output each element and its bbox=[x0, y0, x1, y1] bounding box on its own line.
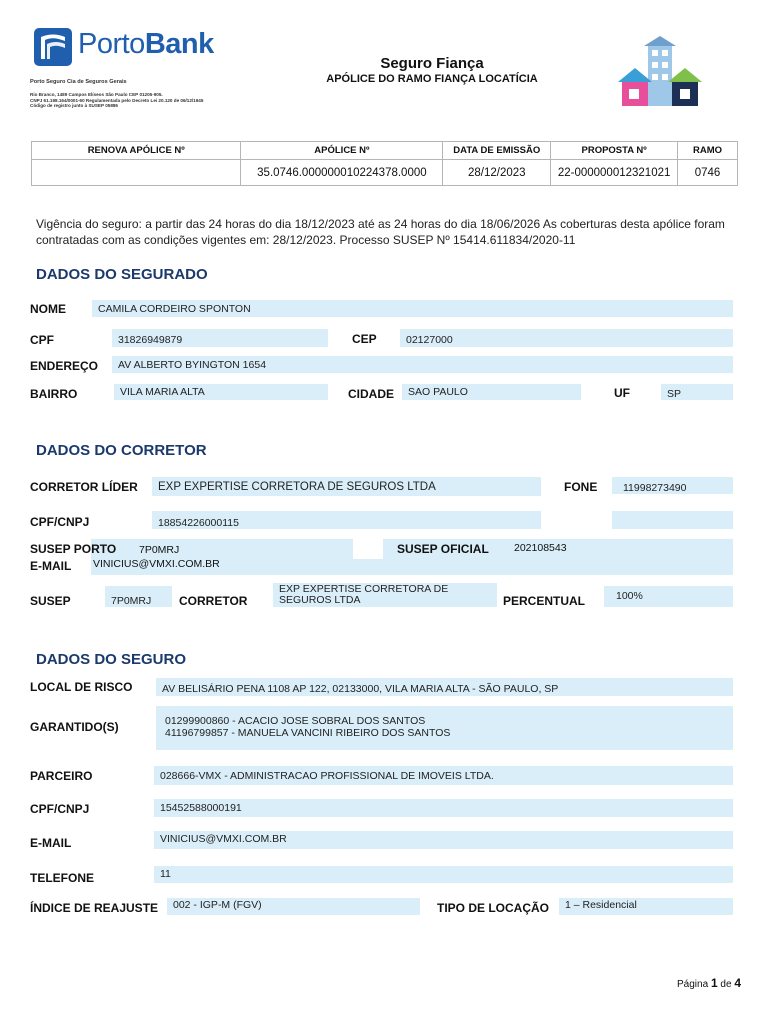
susep-oficial-label: SUSEP OFICIAL bbox=[397, 542, 489, 556]
bairro-label: BAIRRO bbox=[30, 387, 78, 401]
garantidos-field bbox=[156, 706, 733, 750]
value-ramo: 0746 bbox=[678, 160, 738, 186]
susep-porto-label: SUSEP PORTO bbox=[30, 542, 117, 556]
corretor-cpfcnpj-label: CPF/CNPJ bbox=[30, 515, 90, 529]
company-address-3: Código de registro junto à SUSEP 05886 bbox=[30, 103, 118, 108]
header-ramo: RAMO bbox=[678, 142, 738, 160]
header-renova: RENOVA APÓLICE Nº bbox=[32, 142, 241, 160]
fone-field: 11998273490 bbox=[612, 477, 733, 494]
value-proposta: 22-000000012321021 bbox=[551, 160, 678, 186]
cep-label: CEP bbox=[352, 332, 377, 346]
company-name: Porto Seguro Cia de Seguros Gerais bbox=[30, 79, 127, 85]
nome-label: NOME bbox=[30, 302, 66, 316]
doc-subtitle: APÓLICE DO RAMO FIANÇA LOCATÍCIA bbox=[326, 73, 538, 85]
company-address-1: Rio Branco, 1489 Campos Elíseos São Paulo CEP 01205-905. bbox=[30, 92, 163, 97]
cep-field: 02127000 bbox=[400, 329, 733, 347]
endereco-field: AV ALBERTO BYINGTON 1654 bbox=[112, 356, 733, 373]
doc-title: Seguro Fiança bbox=[380, 55, 484, 72]
bairro-field: VILA MARIA ALTA bbox=[114, 384, 328, 400]
percentual-field: 100% bbox=[604, 586, 733, 607]
fone-label: FONE bbox=[564, 480, 598, 494]
header-apolice: APÓLICE Nº bbox=[241, 142, 443, 160]
policy-table bbox=[31, 141, 738, 186]
uf-label: UF bbox=[614, 386, 630, 400]
garantido-item: 01299900860 - ACACIO JOSE SOBRAL DOS SANTOS bbox=[165, 715, 426, 727]
value-renova bbox=[32, 160, 241, 186]
header-proposta: PROPOSTA Nº bbox=[551, 142, 678, 160]
telefone-field: 11 bbox=[154, 866, 733, 883]
brand-name: PortoBank bbox=[78, 28, 214, 60]
indice-label: ÍNDICE DE REAJUSTE bbox=[30, 901, 159, 915]
garantidos-label: GARANTIDO(S) bbox=[30, 720, 119, 734]
seguro-cpfcnpj-field: 15452588000191 bbox=[154, 799, 733, 817]
parceiro-label: PARCEIRO bbox=[30, 769, 93, 783]
corretor-field: EXP EXPERTISE CORRETORA DE SEGUROS LTDA bbox=[273, 583, 497, 607]
corretor-label: CORRETOR bbox=[179, 594, 248, 608]
telefone-label: TELEFONE bbox=[30, 871, 95, 885]
susep-oficial-value: 202108543 bbox=[514, 542, 567, 554]
section-corretor-title: DADOS DO CORRETOR bbox=[36, 442, 207, 459]
corretor-email-label: E-MAIL bbox=[30, 559, 72, 573]
susep-field: 7P0MRJ bbox=[105, 586, 172, 607]
corretor-blank-field bbox=[612, 511, 733, 529]
portobank-logo-icon bbox=[34, 28, 72, 66]
seguro-email-label: E-MAIL bbox=[30, 836, 72, 850]
cidade-field: SAO PAULO bbox=[402, 384, 581, 400]
cidade-label: CIDADE bbox=[348, 387, 395, 401]
percentual-label: PERCENTUAL bbox=[503, 594, 586, 608]
header-emissao: DATA DE EMISSÃO bbox=[443, 142, 551, 160]
indice-field: 002 - IGP-M (FGV) bbox=[167, 898, 420, 915]
parceiro-field: 028666-VMX - ADMINISTRACAO PROFISSIONAL DE IMOVEIS LTDA. bbox=[154, 766, 733, 785]
cpf-label: CPF bbox=[30, 333, 54, 347]
value-emissao: 28/12/2023 bbox=[443, 160, 551, 186]
section-seguro-title: DADOS DO SEGURO bbox=[36, 651, 187, 668]
page-indicator: Página 1 de 4 bbox=[677, 976, 741, 990]
houses-illustration-icon bbox=[614, 34, 706, 115]
company-address-2: CNPJ 61.198.164/0001-60 Regulamentada pelo Decreto Lei 20.120 de 06/12/1945 bbox=[30, 97, 204, 103]
uf-field: SP bbox=[661, 384, 733, 400]
seguro-email-field: VINICIUS@VMXI.COM.BR bbox=[154, 831, 733, 849]
tipo-locacao-label: TIPO DE LOCAÇÃO bbox=[437, 901, 550, 915]
susep-label: SUSEP bbox=[30, 594, 71, 608]
cpf-field: 31826949879 bbox=[112, 329, 328, 347]
corretor-email-value: VINICIUS@VMXI.COM.BR bbox=[93, 558, 220, 570]
corretor-lider-label: CORRETOR LÍDER bbox=[30, 480, 138, 494]
corretor-cpfcnpj-field: 18854226000115 bbox=[152, 511, 541, 529]
local-risco-field: AV BELISÁRIO PENA 1108 AP 122, 02133000, VILA MARIA ALTA - SÃO PAULO, SP bbox=[156, 678, 733, 696]
local-risco-label: LOCAL DE RISCO bbox=[30, 680, 133, 694]
vigencia-text: Vigência do seguro: a partir das 24 horas do dia 18/12/2023 até as 24 horas do dia 18/06/2026 As coberturas desta apólice foram contratadas com as condições vigentes em: 28/12/2023. Processo SUSEP Nº 15414.611834/2020-11 bbox=[36, 217, 725, 247]
tipo-locacao-field: 1 – Residencial bbox=[559, 898, 733, 915]
corretor-lider-field: EXP EXPERTISE CORRETORA DE SEGUROS LTDA bbox=[152, 477, 541, 496]
garantido-item: 41196799857 - MANUELA VANCINI RIBEIRO DOS SANTOS bbox=[165, 727, 451, 739]
susep-porto-value: 7P0MRJ bbox=[139, 544, 180, 556]
nome-field: CAMILA CORDEIRO SPONTON bbox=[92, 300, 733, 317]
seguro-cpfcnpj-label: CPF/CNPJ bbox=[30, 802, 90, 816]
value-apolice: 35.0746.000000010224378.0000 bbox=[241, 160, 443, 186]
section-segurado-title: DADOS DO SEGURADO bbox=[36, 266, 208, 283]
band-gap bbox=[353, 539, 383, 559]
endereco-label: ENDEREÇO bbox=[30, 359, 99, 373]
